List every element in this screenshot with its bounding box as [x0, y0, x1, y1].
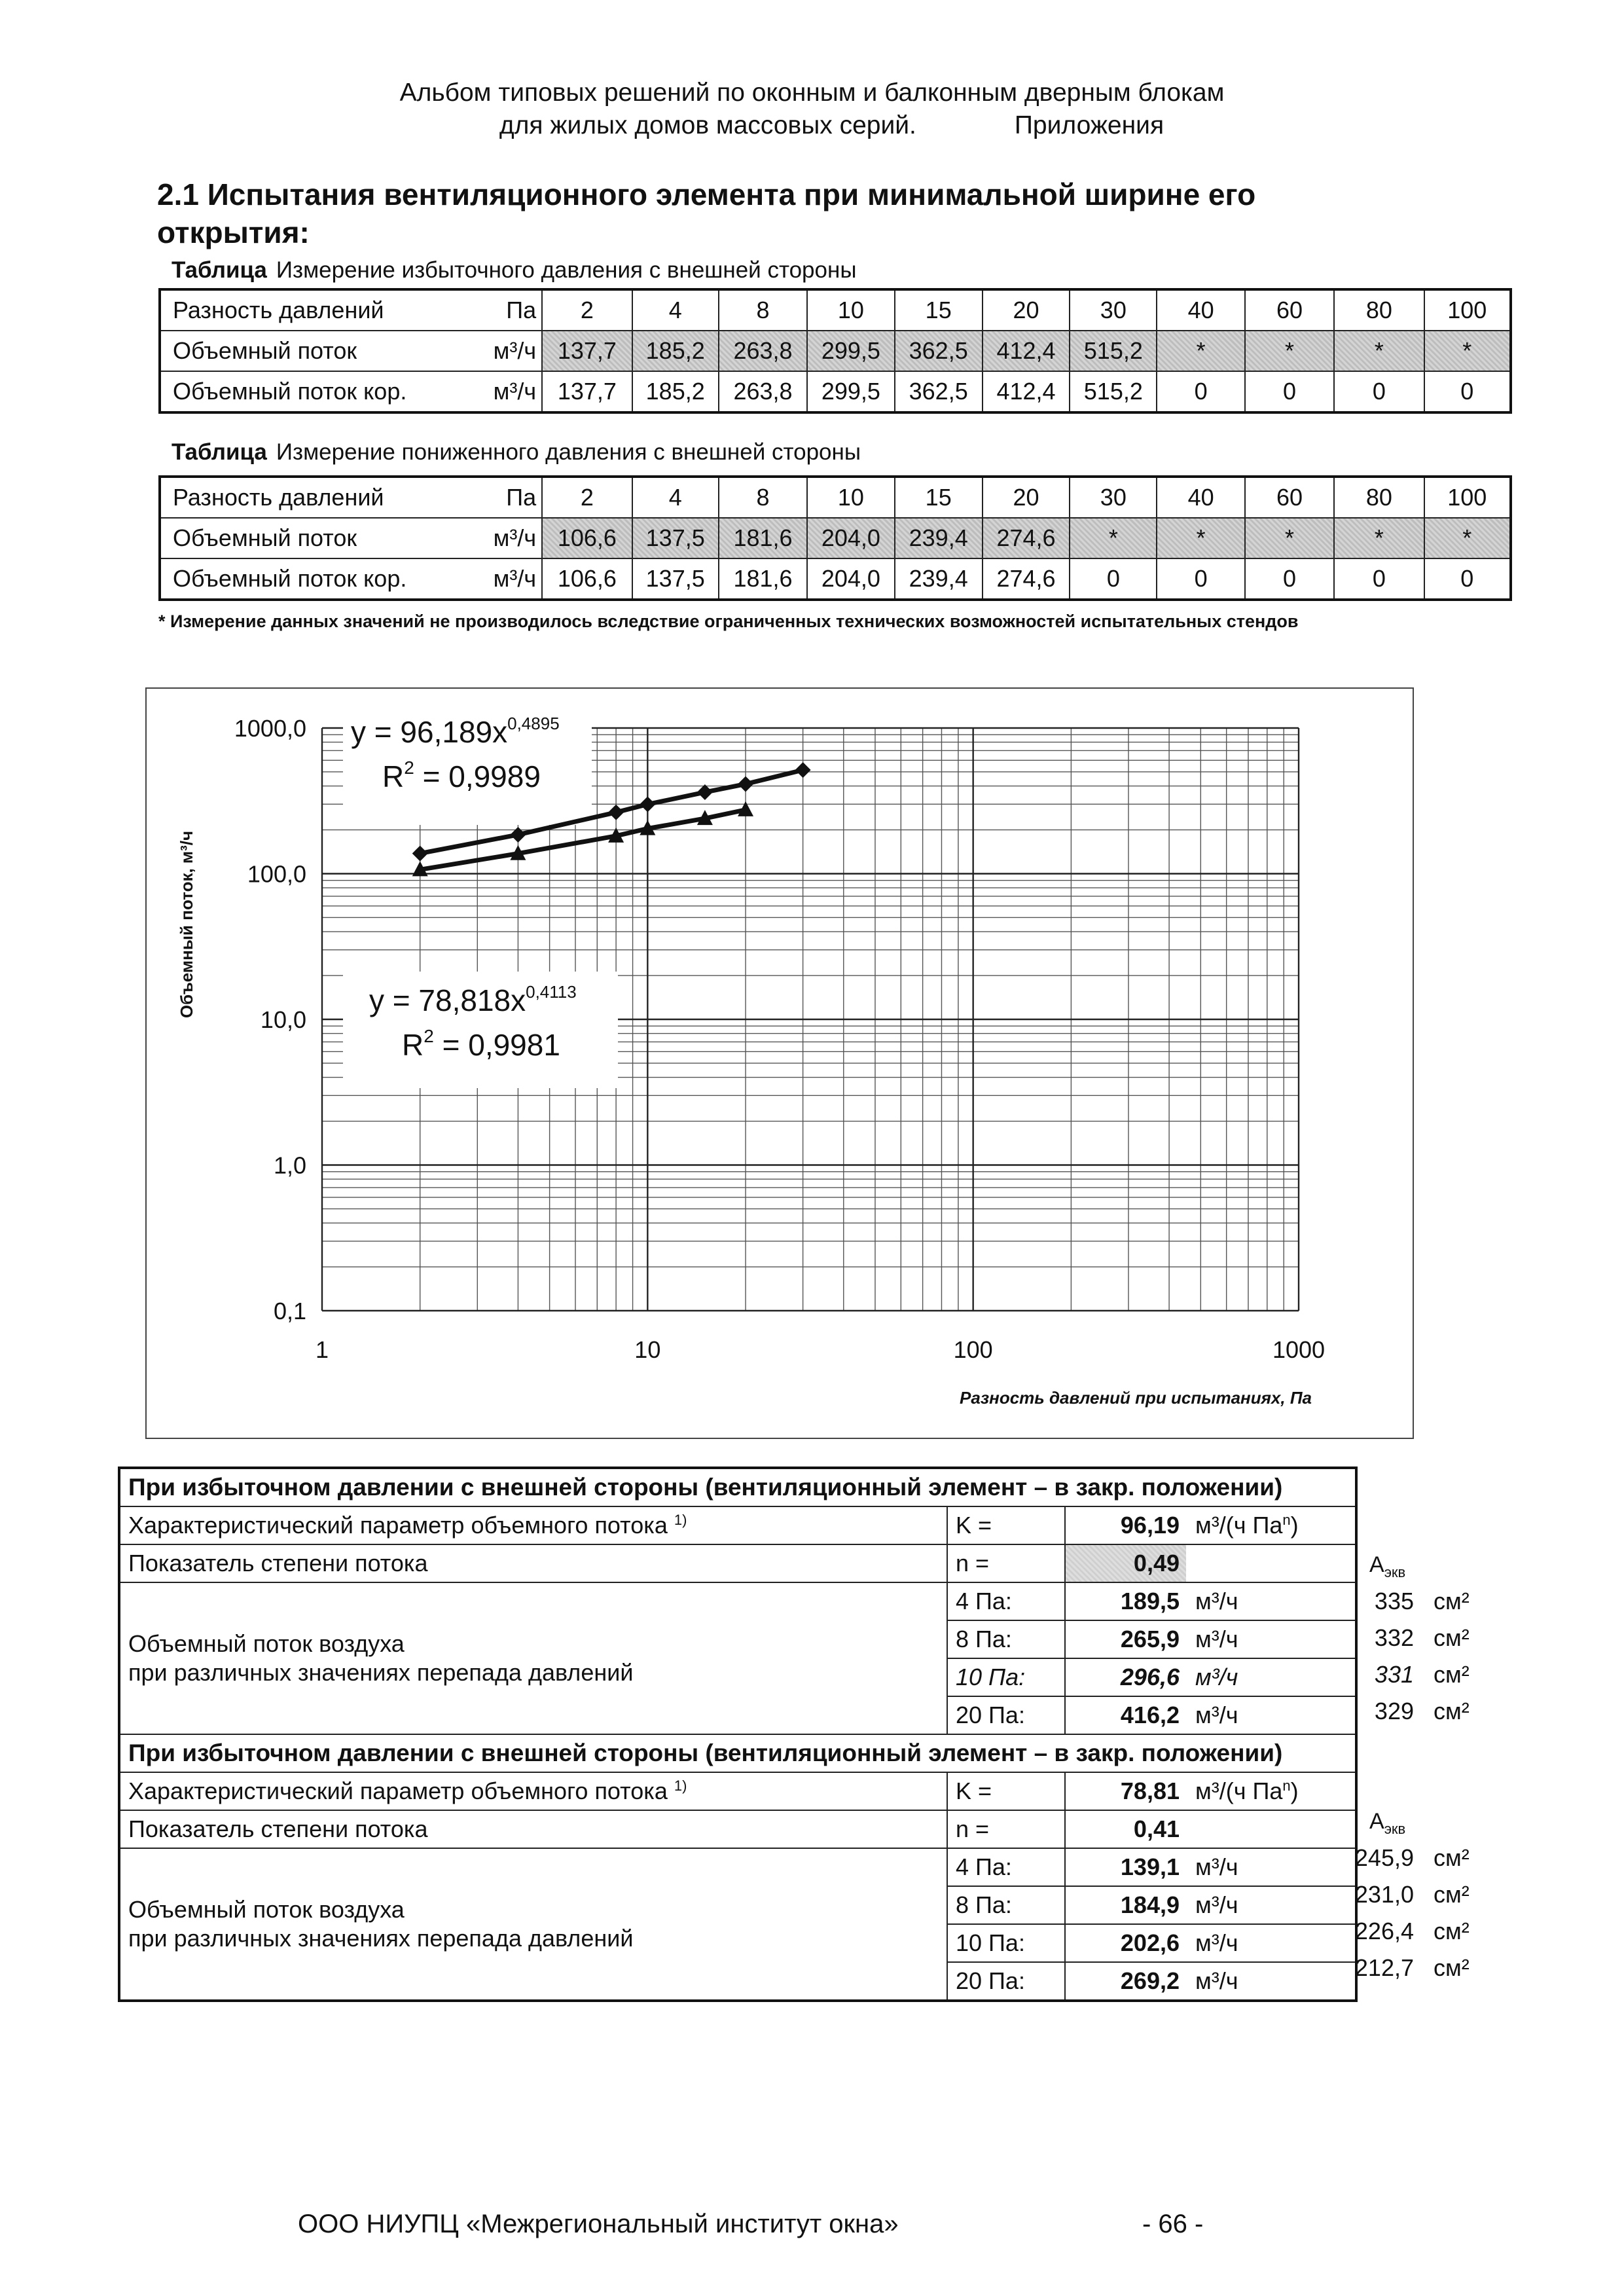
cell: * — [1424, 331, 1511, 371]
cell: 4 — [632, 477, 719, 518]
equation-series-2: $y = 78,818x^{0,4113}$ — [369, 982, 577, 1017]
cell: 412,4 — [983, 331, 1070, 371]
cell: 0 — [1424, 371, 1511, 412]
flow-value: 139,1 — [1065, 1848, 1186, 1886]
series-1-point — [608, 805, 624, 820]
y-tick-label: 1,0 — [273, 1152, 306, 1179]
k-value: 96,19 — [1065, 1506, 1186, 1544]
row-unit: м³/ч — [473, 518, 542, 558]
k-unit: м³/(ч $Па^n$) — [1186, 1772, 1356, 1810]
row-unit: м³/ч — [473, 558, 542, 600]
flow-pressure: 8 Па: — [947, 1886, 1065, 1924]
cell: 515,2 — [1070, 331, 1157, 371]
series-1-point — [738, 776, 753, 792]
table1-row-pressure — [160, 289, 1511, 331]
cell: 30 — [1070, 477, 1157, 518]
cell: 0 — [1334, 371, 1424, 412]
aekv-value: 332 — [1374, 1624, 1414, 1651]
cell: 60 — [1245, 477, 1334, 518]
cell: 274,6 — [983, 558, 1070, 600]
table1-caption-text: Измерение избыточного давления с внешней стороны — [276, 257, 857, 283]
y-tick-label: 0,1 — [273, 1298, 306, 1324]
cell: 274,6 — [983, 518, 1070, 558]
cell: 40 — [1157, 289, 1244, 331]
y-tick-label: 100,0 — [247, 860, 306, 888]
cell: 60 — [1245, 289, 1334, 331]
document-header-line-1: Альбом типовых решений по оконным и балконным дверным блокам — [399, 79, 1225, 107]
cell: * — [1424, 518, 1511, 558]
cell: * — [1157, 518, 1244, 558]
cell: 0 — [1157, 558, 1244, 600]
aekv-row — [1348, 1876, 1470, 1913]
flow-pressure: 4 Па: — [947, 1582, 1065, 1620]
k-key: K = — [947, 1772, 1065, 1810]
cell: 263,8 — [719, 371, 807, 412]
flow-pressure: 10 Па: — [947, 1924, 1065, 1962]
n-unit — [1186, 1810, 1356, 1848]
cell: 100 — [1424, 289, 1511, 331]
flow-pressure: 20 Па: — [947, 1962, 1065, 2001]
cell: * — [1334, 331, 1424, 371]
n-parameter-label: Показатель степени потока — [119, 1544, 947, 1582]
cell: 239,4 — [895, 558, 983, 600]
aekv-value: 212,7 — [1354, 1954, 1414, 1981]
y-tick-label: 1000,0 — [234, 715, 306, 742]
aekv-unit: см² — [1434, 1588, 1470, 1614]
header-appendix-label: Приложения — [1014, 111, 1164, 139]
aekv-label-block1: $A_{экв}$ — [1369, 1552, 1406, 1580]
r-squared-series-2: $R^2 = 0,9981$ — [402, 1026, 560, 1062]
k-parameter-label: Характеристический параметр объемного потока $^{1)}$ — [119, 1772, 947, 1810]
k-value: 78,81 — [1065, 1772, 1186, 1810]
cell: 412,4 — [983, 371, 1070, 412]
k-parameter-label: Характеристический параметр объемного потока $^{1)}$ — [119, 1506, 947, 1544]
flow-label: Объемный поток воздуха при различных значениях перепада давлений — [119, 1848, 947, 2001]
r-squared-series-1: $R^2 = 0,9989$ — [382, 757, 541, 793]
results-block2-n-row — [119, 1810, 1356, 1848]
cell: 2 — [542, 477, 632, 518]
aekv-unit: см² — [1434, 1918, 1470, 1944]
n-key: n = — [947, 1810, 1065, 1848]
results-block1-title: При избыточном давлении с внешней стороны (вентиляционный элемент – в закр. положении) — [119, 1468, 1356, 1506]
cell: 0 — [1245, 558, 1334, 600]
flow-chart — [147, 689, 1413, 1438]
cell: 137,7 — [542, 371, 632, 412]
table2-caption — [171, 439, 861, 466]
table1-row-flow — [160, 331, 1511, 371]
cell: 20 — [983, 477, 1070, 518]
flow-value: 416,2 — [1065, 1696, 1186, 1734]
cell: 137,5 — [632, 558, 719, 600]
flow-value: 269,2 — [1065, 1962, 1186, 2001]
cell: 181,6 — [719, 558, 807, 600]
cell: 299,5 — [807, 371, 894, 412]
cell: * — [1334, 518, 1424, 558]
cell: 181,6 — [719, 518, 807, 558]
row-unit: м³/ч — [473, 331, 542, 371]
x-axis-label: Разность давлений при испытаниях, Па — [960, 1388, 1312, 1408]
overpressure-table — [158, 288, 1512, 414]
cell: 15 — [895, 477, 983, 518]
row-label: Разность давлений — [160, 289, 473, 331]
y-axis-label: Объемный поток, м³/ч — [177, 830, 196, 1019]
cell: 8 — [719, 289, 807, 331]
cell: 185,2 — [632, 371, 719, 412]
series-1-point — [697, 784, 713, 800]
row-label: Объемный поток — [160, 331, 473, 371]
table1-caption — [171, 257, 856, 284]
aekv-value: 331 — [1374, 1661, 1414, 1688]
aekv-unit: см² — [1434, 1844, 1470, 1871]
cell: 0 — [1334, 558, 1424, 600]
x-tick-label: 100 — [953, 1336, 993, 1363]
cell: 100 — [1424, 477, 1511, 518]
section-title: 2.1 Испытания вентиляционного элемента при минимальной ширине его открытия: — [157, 177, 1256, 249]
cell: 204,0 — [807, 558, 894, 600]
cell: 20 — [983, 289, 1070, 331]
results-block2-k-row — [119, 1772, 1356, 1810]
aekv-row — [1348, 1583, 1470, 1620]
header-series-text: для жилых домов массовых серий. — [499, 111, 916, 139]
flow-unit: м³/ч — [1186, 1962, 1356, 2001]
flow-unit: м³/ч — [1186, 1848, 1356, 1886]
equation-series-1: $y = 96,189x^{0,4895}$ — [351, 714, 560, 749]
aekv-value: 231,0 — [1354, 1881, 1414, 1908]
results-table — [118, 1467, 1358, 2002]
flow-unit: м³/ч — [1186, 1886, 1356, 1924]
flow-value: 184,9 — [1065, 1886, 1186, 1924]
cell: 2 — [542, 289, 632, 331]
table1-row-flow-corrected — [160, 371, 1511, 412]
results-block1-k-row — [119, 1506, 1356, 1544]
flow-value: 296,6 — [1065, 1658, 1186, 1696]
results-block2-title: При избыточном давлении с внешней стороны (вентиляционный элемент – в закр. положении) — [119, 1734, 1356, 1772]
flow-pressure: 20 Па: — [947, 1696, 1065, 1734]
cell: 40 — [1157, 477, 1244, 518]
n-value: 0,49 — [1065, 1544, 1186, 1582]
cell: 137,5 — [632, 518, 719, 558]
cell: 263,8 — [719, 331, 807, 371]
x-tick-label: 1000 — [1272, 1336, 1326, 1363]
cell: 204,0 — [807, 518, 894, 558]
flow-label: Объемный поток воздуха при различных значениях перепада давлений — [119, 1582, 947, 1734]
results-block2-flow-row — [119, 1848, 1356, 1886]
cell: 4 — [632, 289, 719, 331]
k-unit: м³/(ч $Па^n$) — [1186, 1506, 1356, 1544]
footer-page-number: - 66 - — [1142, 2210, 1204, 2238]
flow-unit: м³/ч — [1186, 1924, 1356, 1962]
flow-unit: м³/ч — [1186, 1620, 1356, 1658]
flow-value: 189,5 — [1065, 1582, 1186, 1620]
row-label: Разность давлений — [160, 477, 473, 518]
series-1-point — [412, 846, 428, 862]
y-tick-label: 10,0 — [260, 1006, 306, 1033]
row-unit: м³/ч — [473, 371, 542, 412]
cell: 299,5 — [807, 331, 894, 371]
row-label: Объемный поток кор. — [160, 558, 473, 600]
footer-organization: ООО НИУПЦ «Межрегиональный институт окна» — [298, 2210, 899, 2238]
cell: 185,2 — [632, 331, 719, 371]
flow-chart-frame — [145, 687, 1414, 1439]
table2-row-pressure — [160, 477, 1511, 518]
cell: 106,6 — [542, 558, 632, 600]
results-block1-flow-row — [119, 1582, 1356, 1620]
x-tick-label: 10 — [634, 1336, 661, 1363]
aekv-unit: см² — [1434, 1698, 1470, 1724]
results-block1-n-row — [119, 1544, 1356, 1582]
cell: 10 — [807, 477, 894, 518]
k-key: K = — [947, 1506, 1065, 1544]
cell: 515,2 — [1070, 371, 1157, 412]
results-block1-title-row — [119, 1468, 1356, 1506]
cell: 80 — [1334, 289, 1424, 331]
flow-value: 202,6 — [1065, 1924, 1186, 1962]
aekv-row — [1348, 1693, 1470, 1730]
series-1-point — [795, 762, 811, 778]
series-1-point — [640, 797, 655, 812]
series-1-point — [510, 827, 526, 843]
flow-pressure: 4 Па: — [947, 1848, 1065, 1886]
flow-unit: м³/ч — [1186, 1658, 1356, 1696]
aekv-row — [1348, 1656, 1470, 1693]
cell: 362,5 — [895, 371, 983, 412]
row-unit: Па — [473, 477, 542, 518]
row-label: Объемный поток кор. — [160, 371, 473, 412]
flow-pressure: 8 Па: — [947, 1620, 1065, 1658]
aekv-value: 245,9 — [1354, 1844, 1414, 1871]
cell: * — [1245, 518, 1334, 558]
underpressure-table — [158, 475, 1512, 601]
cell: * — [1245, 331, 1334, 371]
measurement-footnote: * Измерение данных значений не производилось вследствие ограниченных технических возможностей испытательных стендов — [158, 611, 1299, 631]
n-value: 0,41 — [1065, 1810, 1186, 1848]
aekv-row — [1348, 1950, 1470, 1986]
aekv-unit: см² — [1434, 1881, 1470, 1908]
results-block2-title-row — [119, 1734, 1356, 1772]
flow-unit: м³/ч — [1186, 1582, 1356, 1620]
cell: 8 — [719, 477, 807, 518]
x-tick-label: 1 — [315, 1336, 329, 1363]
cell: 80 — [1334, 477, 1424, 518]
cell: 0 — [1070, 558, 1157, 600]
aekv-unit: см² — [1434, 1954, 1470, 1981]
cell: 0 — [1157, 371, 1244, 412]
cell: 15 — [895, 289, 983, 331]
table2-caption-label: Таблица — [171, 439, 267, 465]
cell: 106,6 — [542, 518, 632, 558]
n-unit — [1186, 1544, 1356, 1582]
flow-value: 265,9 — [1065, 1620, 1186, 1658]
cell: 137,7 — [542, 331, 632, 371]
aekv-value: 226,4 — [1354, 1918, 1414, 1944]
cell: * — [1157, 331, 1244, 371]
cell: 0 — [1245, 371, 1334, 412]
n-key: n = — [947, 1544, 1065, 1582]
aekv-unit: см² — [1434, 1624, 1470, 1651]
cell: 30 — [1070, 289, 1157, 331]
cell: 10 — [807, 289, 894, 331]
aekv-value: 329 — [1374, 1698, 1414, 1724]
cell: 362,5 — [895, 331, 983, 371]
aekv-unit: см² — [1434, 1661, 1470, 1688]
table2-row-flow-corrected — [160, 558, 1511, 600]
aekv-row — [1348, 1620, 1470, 1656]
flow-unit: м³/ч — [1186, 1696, 1356, 1734]
table2-row-flow — [160, 518, 1511, 558]
row-label: Объемный поток — [160, 518, 473, 558]
aekv-label-block2: $A_{экв}$ — [1369, 1809, 1406, 1837]
cell: * — [1070, 518, 1157, 558]
cell: 0 — [1424, 558, 1511, 600]
aekv-row — [1348, 1913, 1470, 1950]
flow-pressure: 10 Па: — [947, 1658, 1065, 1696]
row-unit: Па — [473, 289, 542, 331]
cell: 239,4 — [895, 518, 983, 558]
table2-caption-text: Измерение пониженного давления с внешней стороны — [276, 439, 861, 465]
table1-caption-label: Таблица — [171, 257, 267, 283]
n-parameter-label: Показатель степени потока — [119, 1810, 947, 1848]
document-header-line-2 — [0, 110, 1624, 141]
aekv-row — [1348, 1840, 1470, 1876]
aekv-value: 335 — [1374, 1588, 1414, 1614]
